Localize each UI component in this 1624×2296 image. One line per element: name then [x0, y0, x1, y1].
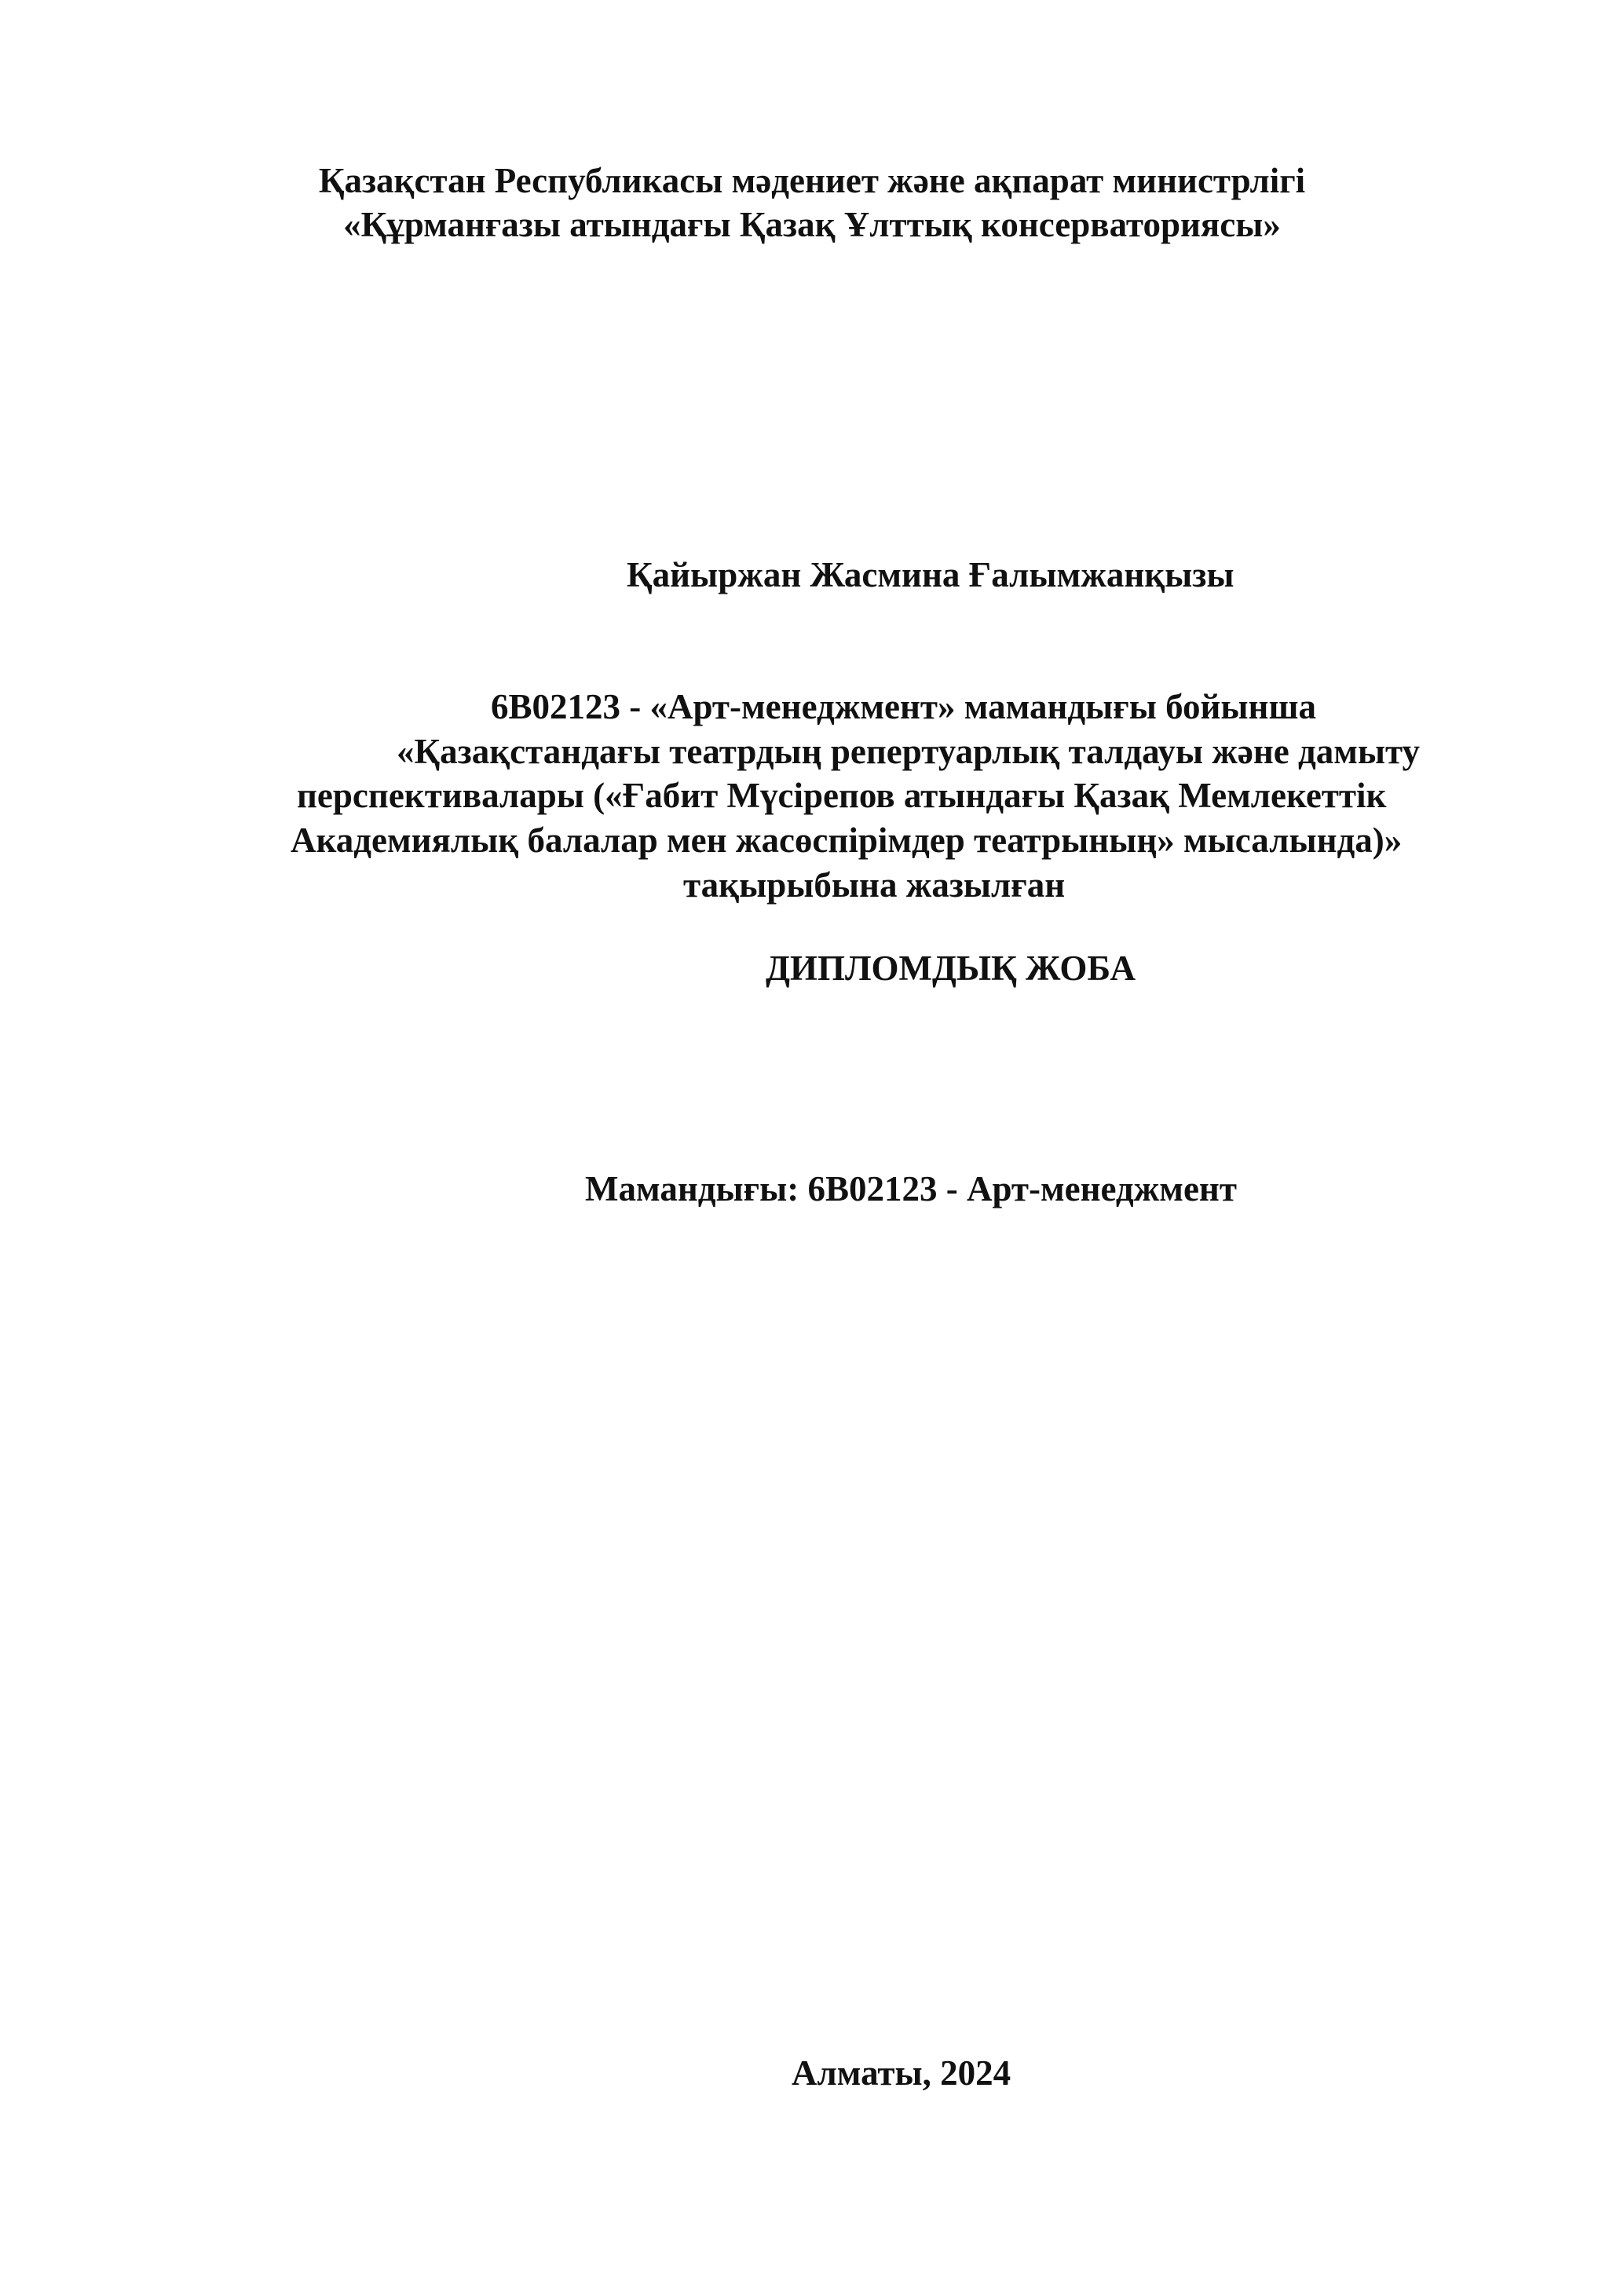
- ministry-heading: Қазақстан Республикасы мәдениет және ақпарат министрлігі: [318, 161, 1306, 200]
- city-year: Алматы, 2024: [792, 2053, 1011, 2093]
- topic-line-2: «Қазақстандағы театрдың репертуарлық талдауы және дамыту: [397, 732, 1421, 771]
- topic-line-5: тақырыбына жазылған: [683, 865, 1066, 905]
- specialty-line: Мамандығы: 6В02123 - Арт-менеджмент: [585, 1169, 1237, 1208]
- author-name: Қайыржан Жасмина Ғалымжанқызы: [627, 555, 1234, 594]
- topic-line-4: Академиялық балалар мен жасөспірімдер театрының» мысалында)»: [291, 821, 1403, 860]
- topic-line-3: перспективалары («Ғабит Мүсірепов атындағы Қазақ Мемлекеттік: [297, 776, 1387, 815]
- topic-line-1: 6В02123 - «Арт-менеджмент» мамандығы бойынша: [491, 687, 1316, 726]
- institution-heading: «Құрманғазы атындағы Қазақ Ұлттық консерваториясы»: [343, 205, 1281, 244]
- document-type-title: ДИПЛОМДЫҚ ЖОБА: [766, 949, 1136, 988]
